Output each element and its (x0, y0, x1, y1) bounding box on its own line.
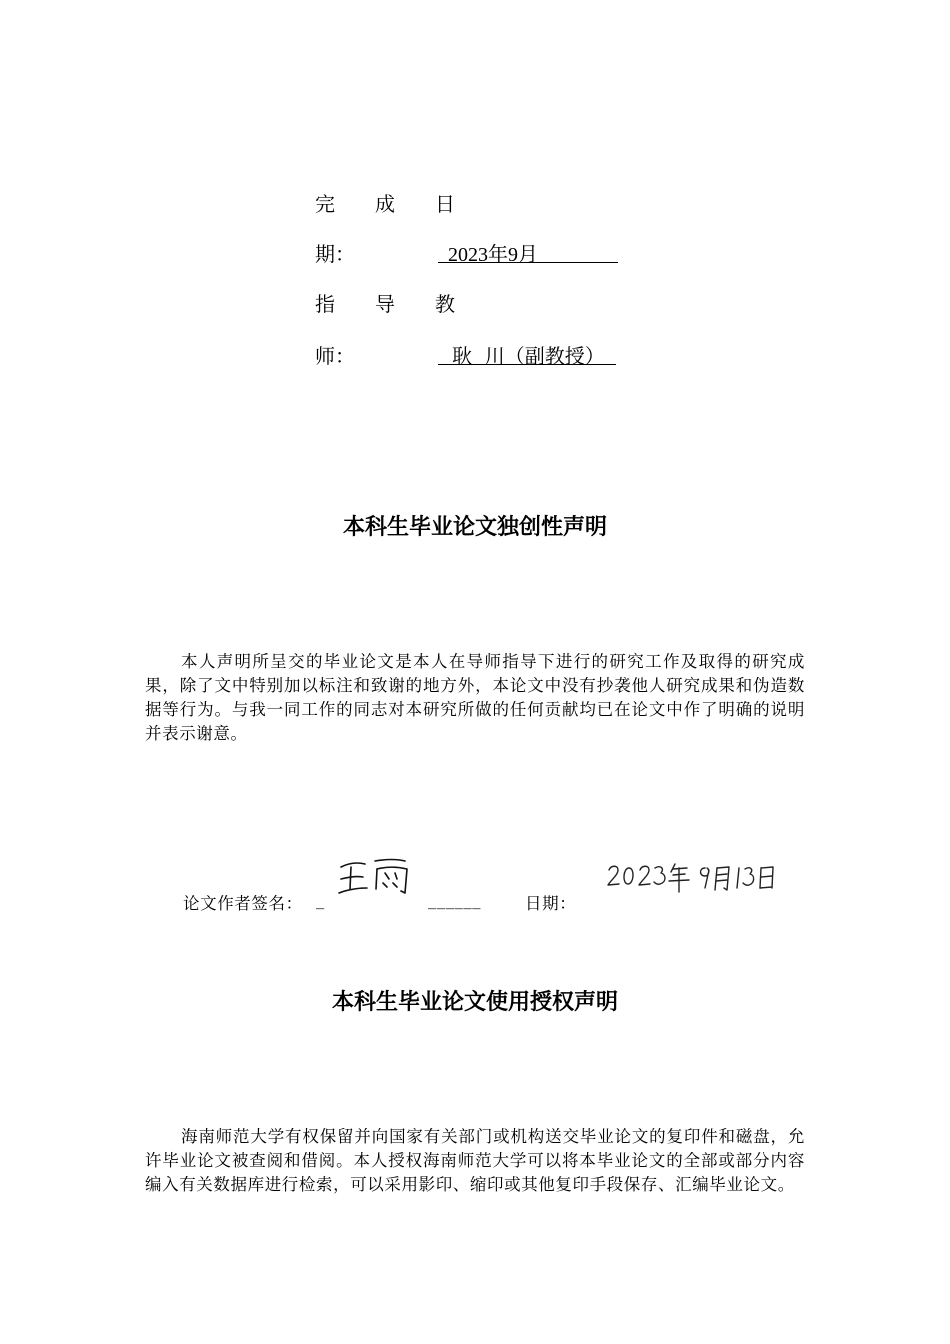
authorization-title: 本科生毕业论文使用授权声明 (331, 990, 618, 1015)
author-handwritten-signature (335, 855, 415, 901)
author-signature-prefix: _ (316, 890, 325, 909)
completion-date-label-line1: 完 成 日 (315, 192, 465, 216)
advisor-field (438, 340, 616, 368)
advisor-label-line2: 师： (315, 344, 355, 368)
completion-date-label-line2: 期： (315, 242, 355, 266)
author-signature-suffix: ______ (428, 890, 482, 909)
completion-date-field (438, 238, 618, 266)
signature-date-label: 日期： (525, 894, 577, 913)
author-signature-label: 论文作者签名： (183, 894, 303, 913)
advisor-label-line1: 指 导 教 (315, 292, 465, 316)
advisor-value: 耿 川（副教授） (452, 344, 605, 368)
authorization-body: 海南师范大学有权保留并向国家有关部门或机构送交毕业论文的复印件和磁盘，允许毕业论文被查阅和借阅。本人授权海南师范大学可以将本毕业论文的全部或部分内容编入有关数据库进行检索，可以采用影印、缩印或其他复印手段保存、汇编毕业论文。 (145, 1127, 805, 1194)
completion-date-value: 2023年9月 (448, 244, 538, 266)
originality-body: 本人声明所呈交的毕业论文是本人在导师指导下进行的研究工作及取得的研究成果，除了文中特别加以标注和致谢的地方外，本论文中没有抄袭他人研究成果和伪造数据等行为。与我一同工作的同志对本研究所做的任何贡献均已在论文中作了明确的说明并表示谢意。 (145, 652, 805, 743)
signature-handwritten-date (605, 860, 785, 896)
originality-title: 本科生毕业论文独创性声明 (342, 515, 607, 540)
